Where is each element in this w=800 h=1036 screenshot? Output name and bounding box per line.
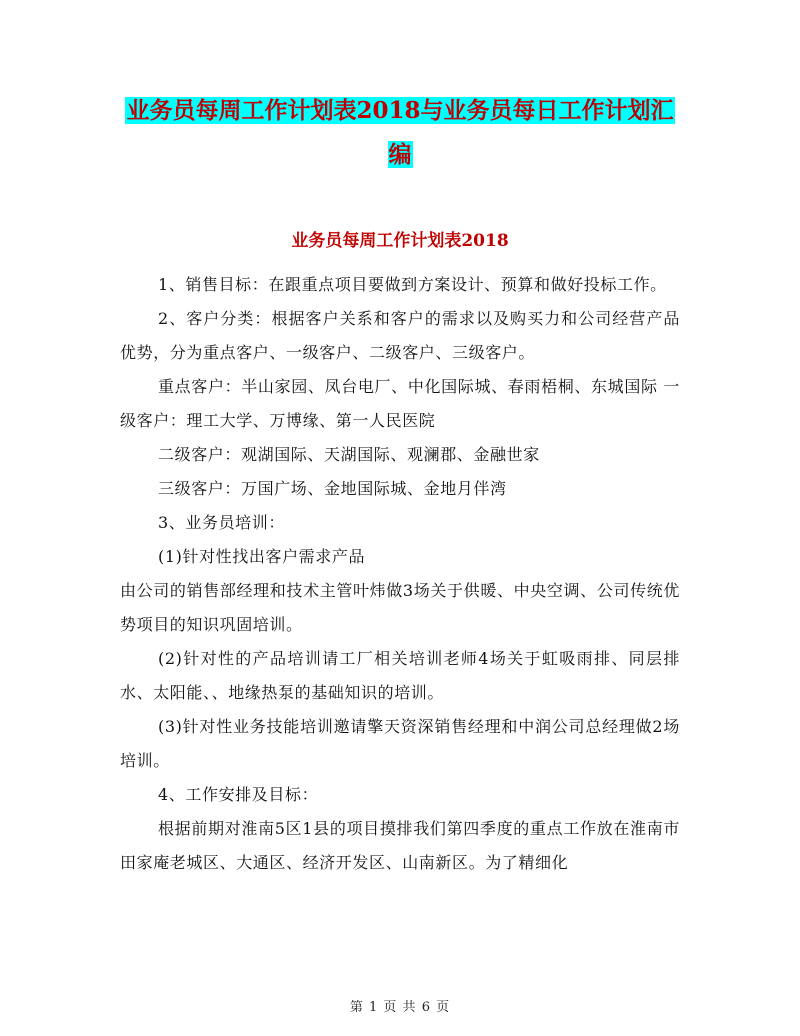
body-paragraph: (3)针对性业务技能培训邀请擎天资深销售经理和中润公司总经理做2场培训。 [120,717,680,770]
body-paragraph: (2)针对性的产品培训请工厂相关培训老师4场关于虹吸雨排、同层排水、太阳能、、地缘热泵的基础知识的培训。 [120,649,680,702]
body-paragraph: 重点客户：半山家园、凤台电厂、中化国际城、春雨梧桐、东城国际 一级客户：理工大学、万博缘、第一人民医院 [120,377,680,430]
body-paragraph: (1)针对性找出客户需求产品 [158,547,366,566]
document-body [120,268,680,880]
body-paragraph: 根据前期对淮南5区1县的项目摸排我们第四季度的重点工作放在淮南市田家庵老城区、大通区、经济开发区、山南新区。为了精细化 [120,819,680,872]
body-paragraph: 三级客户：万国广场、金地国际城、金地月伴湾 [158,479,507,498]
body-paragraph: 4、工作安排及目标： [158,785,319,804]
section-heading: 业务员每周工作计划表2018 [291,231,509,251]
document-title-line-1 [0,92,800,125]
page-footer: 第 1 页 共 6 页 [349,1000,451,1015]
body-paragraph: 二级客户：观湖国际、天湖国际、观澜郡、金融世家 [158,445,540,464]
document-title-line-2 [0,136,800,169]
title-highlight: 业务员每周工作计划表2018与业务员每日工作计划汇 [126,97,674,124]
body-paragraph: 2、客户分类：根据客户关系和客户的需求以及购买力和公司经营产品优势，分为重点客户、一级客户、二级客户、三级客户。 [120,309,680,362]
title-highlight: 编 [388,141,412,168]
body-paragraph: 1、销售目标：在跟重点项目要做到方案设计、预算和做好投标工作。 [158,275,667,294]
body-paragraph: 3、业务员培训： [158,513,285,532]
body-paragraph: 由公司的销售部经理和技术主管叶炜做3场关于供暖、中央空调、公司传统优势项目的知识巩固培训。 [120,581,680,634]
